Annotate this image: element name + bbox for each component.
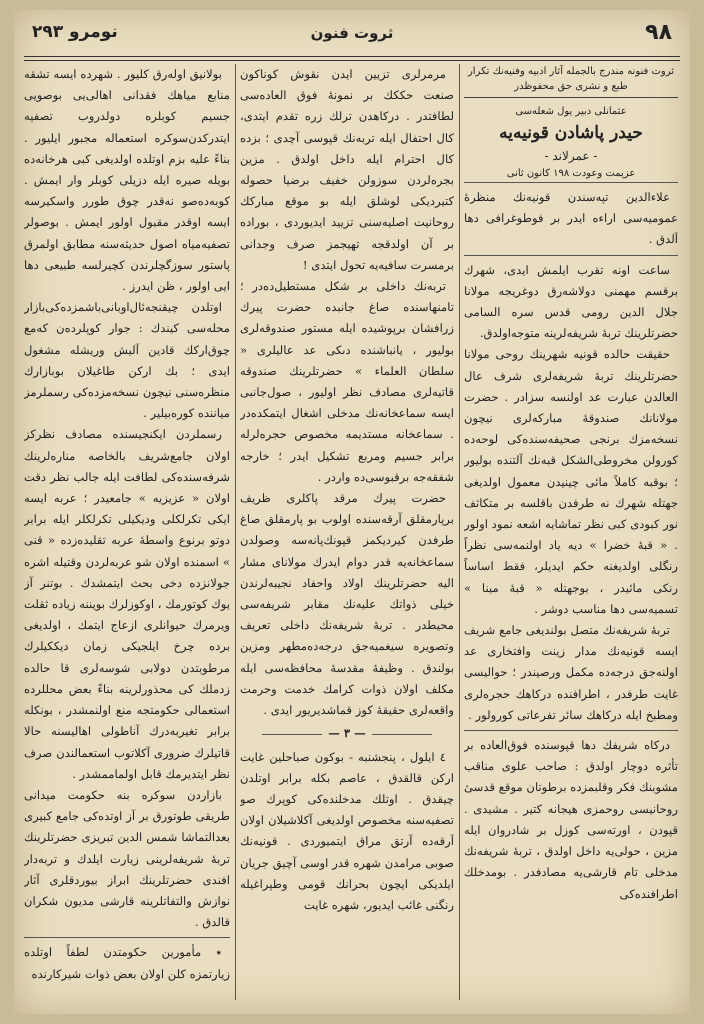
column-divider [235,64,236,1000]
paragraph: علاءالدين تپه‌سندن قونيه‌نك منظرهٔ عموميه‌سى اراءه ايدر بر فوطوغرافى دها آلدق . [464,190,678,247]
column-middle [240,64,454,1004]
newspaper-page [14,10,690,1014]
paragraph: ٤ ايلول ، پنجشنبه - بوكون صباحلين غايت اركن قالقدق ، عاصم بكله برابر اوتلدن چيقدق . اوتلك مدخلنده‌كى كوپرك صو تصفيه‌سنه مخصوص اولديغى آكلاشيلان اولان آرقه‌ده آرتق مراق ايتميوردى . قونيه‌نك صوبى مرامدن شهره قدر اوسى آچيق جريان ايلديكى ايچون بحرانك قومى وطپراغيله رنگنى غائب ايديور، شهره غايت [240,749,454,912]
copyright-notice: ثروت فنونه مندرج بالجمله آثار ادبيه وفنيه‌نك تكرار طبع و نشرى حق محفوظدر [464,64,678,98]
paragraph: ساعت اونه تقرب ايلمش ايدى، شهرك برقسم مهمنى دولاشه‌رق دوغريجه مولانا جلال الدين رومى قدس سره السامى حضرتلرينك تربهٔ شريفه‌لرينه متوجه‌اولدق. [464,262,678,341]
paragraph: ٭ مأمورين حكومتدن لطفاً اوتلده زيارتمزه كلن اولان بعض ذوات شيركارنده [24,945,230,981]
paragraph: حضرت پيرك مرقد پاكلرى ظريف برپارمقلق آرقه‌سنده اولوب بو پارمقلق صاغ طرفدن كيرديكمز قپونك‌پانه‌سه وصولدن سماعخانه‌يه قدر دوام ايدرك مولاناى مشار اليه حضرتلرينك اولاد واحفاد نجيبه‌لرندن خيلى ذواتك عليه‌نك مقابر شريفه‌سى محيطدر . تربهٔ شريفه‌نك داخلى تعريف وتصويره سيغميه‌جق درجه‌ده‌مطهر ومزين بولندق . وظيفهٔ مقدسهٔ محافظه‌سى ايله مكلف اولان ذوات كرامك خدمت وحرمت واقعه‌لرى حقيقهٔ كوز قماشديريور ايدى . [240,491,454,718]
paragraph: رسملردن ايكنجيسنده مصادف نظركز اولان جامع‌شريف بالخاصه مناره‌لرينك شرفه‌سنده‌كى لطافت ايله جالب نظر دقت اولان « عزيزيه » جامعيدر ؛ عربه ايسه ايكى تكرلكلى وديكيلى تكرلكلر ايله برابر دوتو برنوع واسطهٔ عربه تقليده‌زده « قنى » اسمنده اولان شو عربه‌لردن وقتيله اشره جولانزده دخى بحث ايتمشدك . بوتنر آز يوك كوتورمك ، اوكوزلرك بويننه زياده ثقلت ويرمرك حيوانلرى ازعاج ايتمك ، اولديغى برده چرخ ايلجيكى زمان ديككيلرك مرطوبتدن دولابى شوسه‌لرى قا حالده زدملك كى محذورلرينه بناءً بعض محللرده استعمالى حكومتجه منع اولنمشدر ، بونكله برابر تغيربه‌درك آناطولى اهاليسنه حالا قاتيلرك ضرورى آكلاتوب استعمالندن صرف نظر ايتديرمك قابل اولماممشدر . [24,427,230,781]
page-number: ٩٨ [645,20,672,45]
divider [464,255,678,256]
article-author: - عمرلاند - [544,149,598,163]
header-rule [24,56,680,61]
paragraph: مرمرلرى تزيين ايدن نقوش كوناكون صنعت حككك بر نمونهٔ فوق العاده‌سى لطافتدر . دركاهدن ترلك زره تقدم ايتدى، كال احتفال ايله تربه‌نك قپوسى آچدى ؛ بزده كال احترام ايله داخل اولدق . مزين بجره‌لردن سوزولن خفيف برضيا حصوله كتيرديكى لوشلق ايله بو موقع مباركك روحانيت اصليه‌سنى تزييد ايديوردى ، بورادە بر آن اولدقجه تهيجمز صرف وجدانى برمسرت سافيه‌يه تحول ايتدى ! [240,67,454,272]
paragraph: دركاه شريفك دها قپوسنده فوق‌العاده بر تأثره دوچار اولدق : صاحب علوى مناقب مشوبنك فكر وقلبمزده برطوتان موقع قدسىٔ روحانيسى روحمزى هيجانه كتير . مشيدى . قپودن ، اورته‌سى كوزل بر شادروان ايله مزين ، حولى‌يه داخل اولدق ، تربهٔ شريفه‌نك مدخلى تام قارشى‌يه مصادفدر . بومدخلك اطرافنده‌كى [464,738,678,901]
column-divider [459,64,460,1000]
divider [24,937,230,938]
column-left [24,64,230,1004]
divider [464,730,678,731]
paragraph: اوتلدن چيقنجه‌ئال‌اوبانى‌باشمزده‌كى‌بازار محله‌سى كيندك : جوار كوپلرده‌ن كه‌مع چوق‌اركك قادين آليش وريشله مشغول ايدى ؛ بك اركن طاغيلان بوبازارك منظره‌سنى نيچون نسخه‌مزده‌كى رسملرمز مياننده كوره‌بيلير . [24,300,230,421]
paragraph: حقيقت حالده قونيه شهرينك روحى مولانا حضرتلرينك تربهٔ شريفه‌لرى شرف عال العالدن عبارت عد اولنسه سزادر . حضرت مولانانك صندوقهٔ مباركه‌لرى نيچون نسخه‌مزك برنجى صحيفه‌سنده‌كى لوحه‌ده كورولن مخروطى‌الشكل قبه‌نك آلتنده بوليور ؛ بوقبه كاملاً مائى چينيدن معمول اولديغى جهتله شهرك نه طرفدن باقلسه بر متكاثف نور كبودى كبى نظر تماشايه اشعه نمود اولور . « قبهٔ خضرا » ديه ياد اولنمه‌سى نظراً رنگلى اولديغنه حكم ايديلر، فقط اساساً رنكى مائيدر ، بوجهتله « قبهٔ مينا » تسميه‌سى دها مناسب دوشر . [464,347,678,616]
paragraph: بولانيق اوله‌رق كليور . شهرده ايسه تشقه منابع مياهك فقدانى اهالى‌يى بوصويى جسيم كوبلره دولدروب تصفيه ايتدركدن‌سوكره استعماله مجبور ايليور . بناءً عليه بزم اوتلده اولديغى كبى هرخانه‌ده بويله صيره ايله دزيلى كوبلر وار ايمش . كوبه‌ده‌صو نه‌قدر چوق طورر واسكيرسه ايسه اوقدر مقبول اولور ايمش . بوصولر تصفيه‌مياه اصول حديثه‌سنه مطابق اولمرق پاستور سوزگچلرندن كچيرلسه طبيعى دها ايى اولور ، ظن ايدرز . [24,67,230,294]
paragraph: بازاردن سوكره بنه حكومت ميدانى طريقى طوتورق بر آز اوتده‌كى جامع كبيرى بعدالتماشا شمس الدين تبريزى حضرتلرينك تربهٔ شريفه‌لرينى زيارت ايلدك و تربه‌دار افندى حضرتلرينك ابراز بيوردقلرى آثار نوازش والتفاتلرينه قارشى مديون شكران قالدق . [24,787,230,930]
column-right [464,64,678,1004]
article-series-heading: عثمانلى دبير يول شعله‌سى [515,106,627,117]
paragraph: تربهٔ شريفه‌نك متصل بولنديغى جامع شريف ايسه قونيه‌نك مدار زينت وافتخارى عد اولنه‌جق درجه‌ده مكمل ورصيندر ؛ حواليسى غايت طرفدر ، اطرافنده دركاهك حجره‌لرى ومطبخ ايله دركاهك سائر تفرعاتى كورولور . [464,623,678,722]
section-separator [240,723,454,744]
issue-number: نومرو ٢٩٣ [32,22,118,42]
article-title: حيدر پاشادن قونيه‌يه [499,123,643,143]
article-dateline: عزيمت وعودت ١٩٨ كانون ثانى [464,166,678,183]
page-header [24,16,680,56]
section-mark: — ٣ — [328,726,366,741]
magazine-title: ثروت فنون [310,24,394,42]
paragraph: تربه‌نك داخلى بر شكل مستطيل‌ده‌در ؛ تامنهاسنده صاغ جانبده حضرت پيرك زرافشان برپوشيده ايله مستور صندوقه‌لرى بوليور ، يانباشنده دىكى عد عاليلرى « سلطان العلماء » حضرتلرينك صندوقه قاتيه‌لرى مصادف نظر اوليور ، صول‌جانبى ايسه سماعخانه‌نك مدخلى اشغال ايتمكده‌در . سماعخانه مستديمه مخصوص حجره‌لرله برابر جسيم ومربع تشكيل ايدر ؛ خارجه شفقه‌جه برقبوسى‌ده واردر . [240,279,454,484]
